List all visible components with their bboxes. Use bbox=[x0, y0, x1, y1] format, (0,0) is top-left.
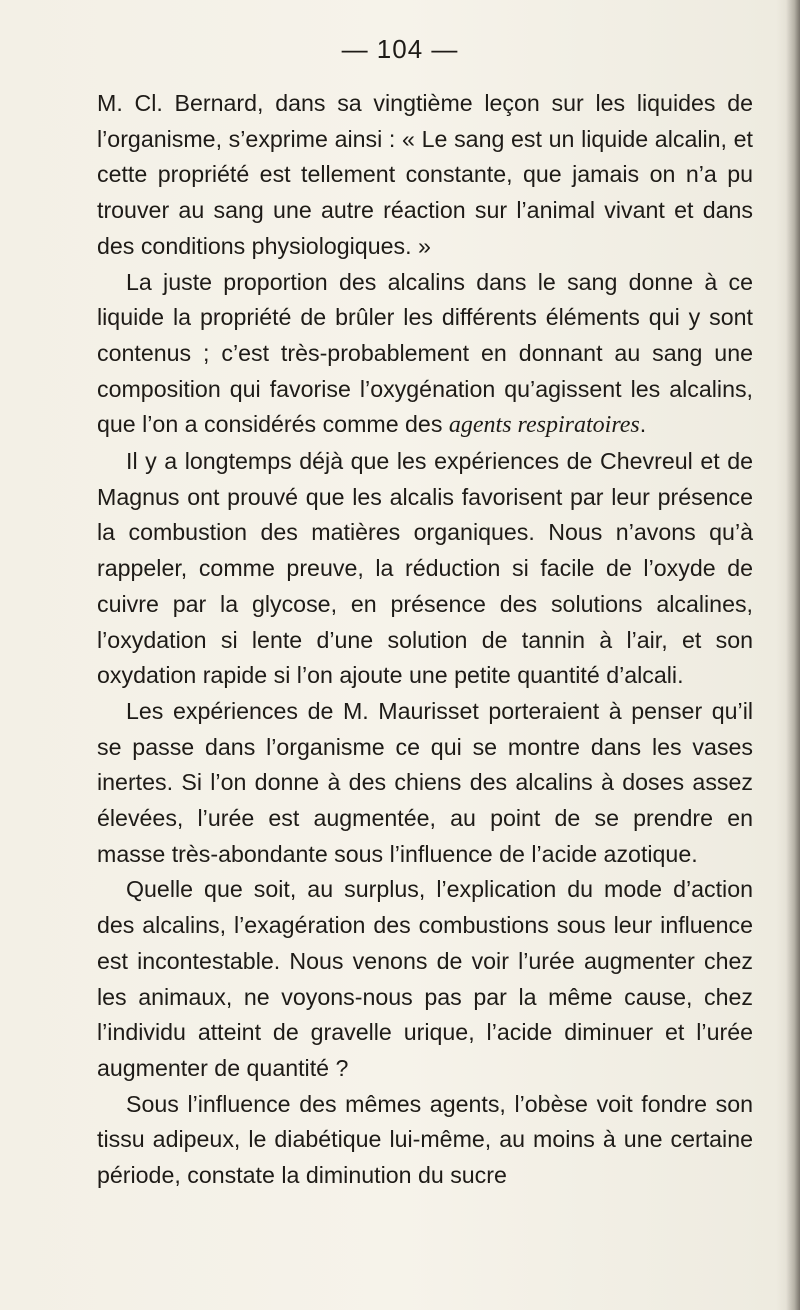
body-text bbox=[97, 86, 753, 1194]
italic-emphasis: agents respiratoires bbox=[448, 412, 640, 439]
page-edge-shadow bbox=[786, 0, 800, 1310]
paragraph-3: Il y a longtemps déjà que les expériences de Chevreul et de Magnus ont prouvé que les alcalis favorisent par leur présence la combustion des matières organiques. Nous n’avons qu’à rappeler, comme preuve, la réduction si facile de l’oxyde de cuivre par la glycose, en présence des solutions alcalines, l’oxydation si lente d’une solution de tannin à l’air, et son oxydation rapide si l’on ajoute une petite quantité d’alcali. bbox=[97, 448, 753, 689]
page-number: — 104 — bbox=[341, 34, 459, 64]
paragraph-5: Quelle que soit, au surplus, l’explication du mode d’action des alcalins, l’exagération des combustions sous leur influence est incontestable. Nous venons de voir l’urée augmenter chez les animaux, ne voyons-nous pas par la même cause, chez l’individu atteint de gravelle urique, l’acide diminuer et l’urée augmenter de quantité ? bbox=[97, 876, 753, 1081]
paragraph-2: La juste proportion des alcalins dans le sang donne à ce liquide la propriété de brûler les différents éléments qui y sont contenus ; c’est très-probablement en donnant au sang une composition qui favorise l’oxygénation qu’agissent les alcalins, que l’on a considérés comme des agents respiratoires. bbox=[97, 268, 753, 439]
paragraph-6: Sous l’influence des mêmes agents, l’obèse voit fondre son tissu adipeux, le diabétique lui-même, au moins à une certaine période, constate la diminution du sucre bbox=[97, 1090, 753, 1189]
paragraph-4: Les expériences de M. Maurisset porteraient à penser qu’il se passe dans l’organisme ce qui se montre dans les vases inertes. Si l’on donne à des chiens des alcalins à doses assez élevées, l’urée est augmentée, au point de se prendre en masse très-abondante sous l’influence de l’acide azotique. bbox=[97, 697, 753, 867]
paragraph-1: M. Cl. Bernard, dans sa vingtième leçon sur les liquides de l’organisme, s’exprime ainsi : « Le sang est un liquide alcalin, et cette propriété est tellement constante, que jamais on n’a pu trouver au sang une autre réaction sur l’animal vivant et dans des conditions physiologiques. » bbox=[97, 90, 753, 259]
